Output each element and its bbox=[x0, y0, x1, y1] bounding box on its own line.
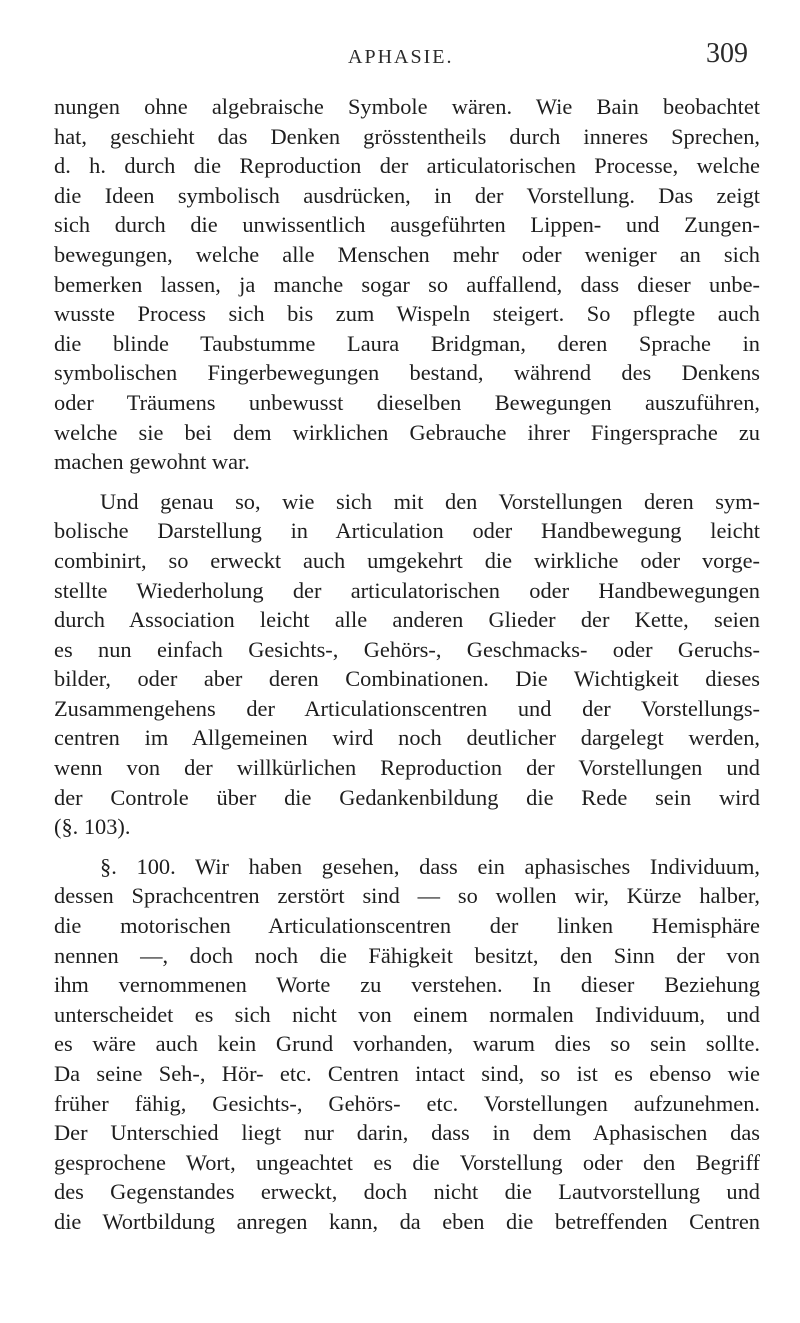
text-line: Der Unterschied liegt nur darin, dass in dem Aphasischen das bbox=[54, 1120, 760, 1146]
paragraph-1 bbox=[54, 92, 760, 477]
paragraph-2 bbox=[54, 487, 760, 842]
text-line: durch Association leicht alle anderen Glieder der Kette, seien bbox=[54, 607, 760, 633]
text-line: die blinde Taubstumme Laura Bridgman, deren Sprache in bbox=[54, 330, 760, 356]
text-line: der Controle über die Gedankenbildung die Rede sein wird bbox=[54, 784, 760, 810]
text-line: dessen Sprachcentren zerstört sind — so wollen wir, Kürze halber, bbox=[54, 883, 760, 909]
text-line: ihm vernommenen Worte zu verstehen. In dieser Beziehung bbox=[54, 972, 760, 998]
text-line: es wäre auch kein Grund vorhanden, warum dies so sein sollte. bbox=[54, 1031, 760, 1057]
text-line: früher fähig, Gesichts-, Gehörs- etc. Vorstellungen aufzunehmen. bbox=[54, 1090, 760, 1116]
text-line: bolische Darstellung in Articulation oder Handbewegung leicht bbox=[54, 518, 760, 544]
text-line: Zusammengehens der Articulationscentren und der Vorstellungs- bbox=[54, 695, 760, 721]
text-line: des Gegenstandes erweckt, doch nicht die Lautvorstellung und bbox=[54, 1179, 760, 1205]
body-text bbox=[54, 92, 760, 1237]
text-line: hat, geschieht das Denken grösstentheils durch inneres Sprechen, bbox=[54, 123, 760, 149]
text-line: oder Träumens unbewusst dieselben Bewegungen auszuführen, bbox=[54, 389, 760, 415]
text-line: bilder, oder aber deren Combinationen. Die Wichtigkeit dieses bbox=[54, 666, 760, 692]
text-line: centren im Allgemeinen wird noch deutlicher dargelegt werden, bbox=[54, 725, 760, 751]
text-line: welche sie bei dem wirklichen Gebrauche ihrer Fingersprache zu bbox=[54, 419, 760, 445]
text-line: symbolischen Fingerbewegungen bestand, während des Denkens bbox=[54, 360, 760, 386]
text-line: wusste Process sich bis zum Wispeln steigert. So pflegte auch bbox=[54, 301, 760, 327]
text-line: unterscheidet es sich nicht von einem normalen Individuum, und bbox=[54, 1001, 760, 1027]
text-line: nennen —, doch noch die Fähigkeit besitzt, den Sinn der von bbox=[54, 942, 760, 968]
paragraph-3 bbox=[54, 852, 760, 1237]
text-line: d. h. durch die Reproduction der articulatorischen Processe, welche bbox=[54, 153, 760, 179]
text-line: sich durch die unwissentlich ausgeführten Lippen- und Zungen- bbox=[54, 212, 760, 238]
paragraph-gap bbox=[54, 842, 760, 852]
text-line: machen gewohnt war. bbox=[54, 449, 250, 475]
page-number: 309 bbox=[706, 38, 748, 69]
text-line: Da seine Seh-, Hör- etc. Centren intact sind, so ist es ebenso wie bbox=[54, 1061, 760, 1086]
text-line: die motorischen Articulationscentren der linken Hemisphäre bbox=[54, 913, 760, 939]
text-line: Und genau so, wie sich mit den Vorstellungen deren sym- bbox=[100, 488, 760, 514]
text-line: die Wortbildung anregen kann, da eben die betreffenden Centren bbox=[54, 1208, 760, 1234]
text-line: §. 100. Wir haben gesehen, dass ein aphasisches Individuum, bbox=[100, 853, 760, 879]
text-line: gesprochene Wort, ungeachtet es die Vorstellung oder den Begriff bbox=[54, 1149, 760, 1175]
text-line: es nun einfach Gesichts-, Gehörs-, Geschmacks- oder Geruchs- bbox=[54, 636, 760, 662]
text-line: bemerken lassen, ja manche sogar so auffallend, dass dieser unbe- bbox=[54, 271, 760, 297]
text-line: combinirt, so erweckt auch umgekehrt die wirkliche oder vorge- bbox=[54, 547, 760, 573]
text-line: stellte Wiederholung der articulatorischen oder Handbewegungen bbox=[54, 577, 760, 603]
paragraph-gap bbox=[54, 477, 760, 487]
text-line: wenn von der willkürlichen Reproduction der Vorstellungen und bbox=[54, 755, 760, 781]
text-line: bewegungen, welche alle Menschen mehr oder weniger an sich bbox=[54, 241, 760, 267]
text-line: die Ideen symbolisch ausdrücken, in der Vorstellung. Das zeigt bbox=[54, 182, 760, 208]
text-line: nungen ohne algebraische Symbole wären. Wie Bain beobachtet bbox=[54, 94, 760, 119]
text-line: (§. 103). bbox=[54, 814, 131, 840]
running-title: APHASIE. bbox=[348, 46, 454, 68]
